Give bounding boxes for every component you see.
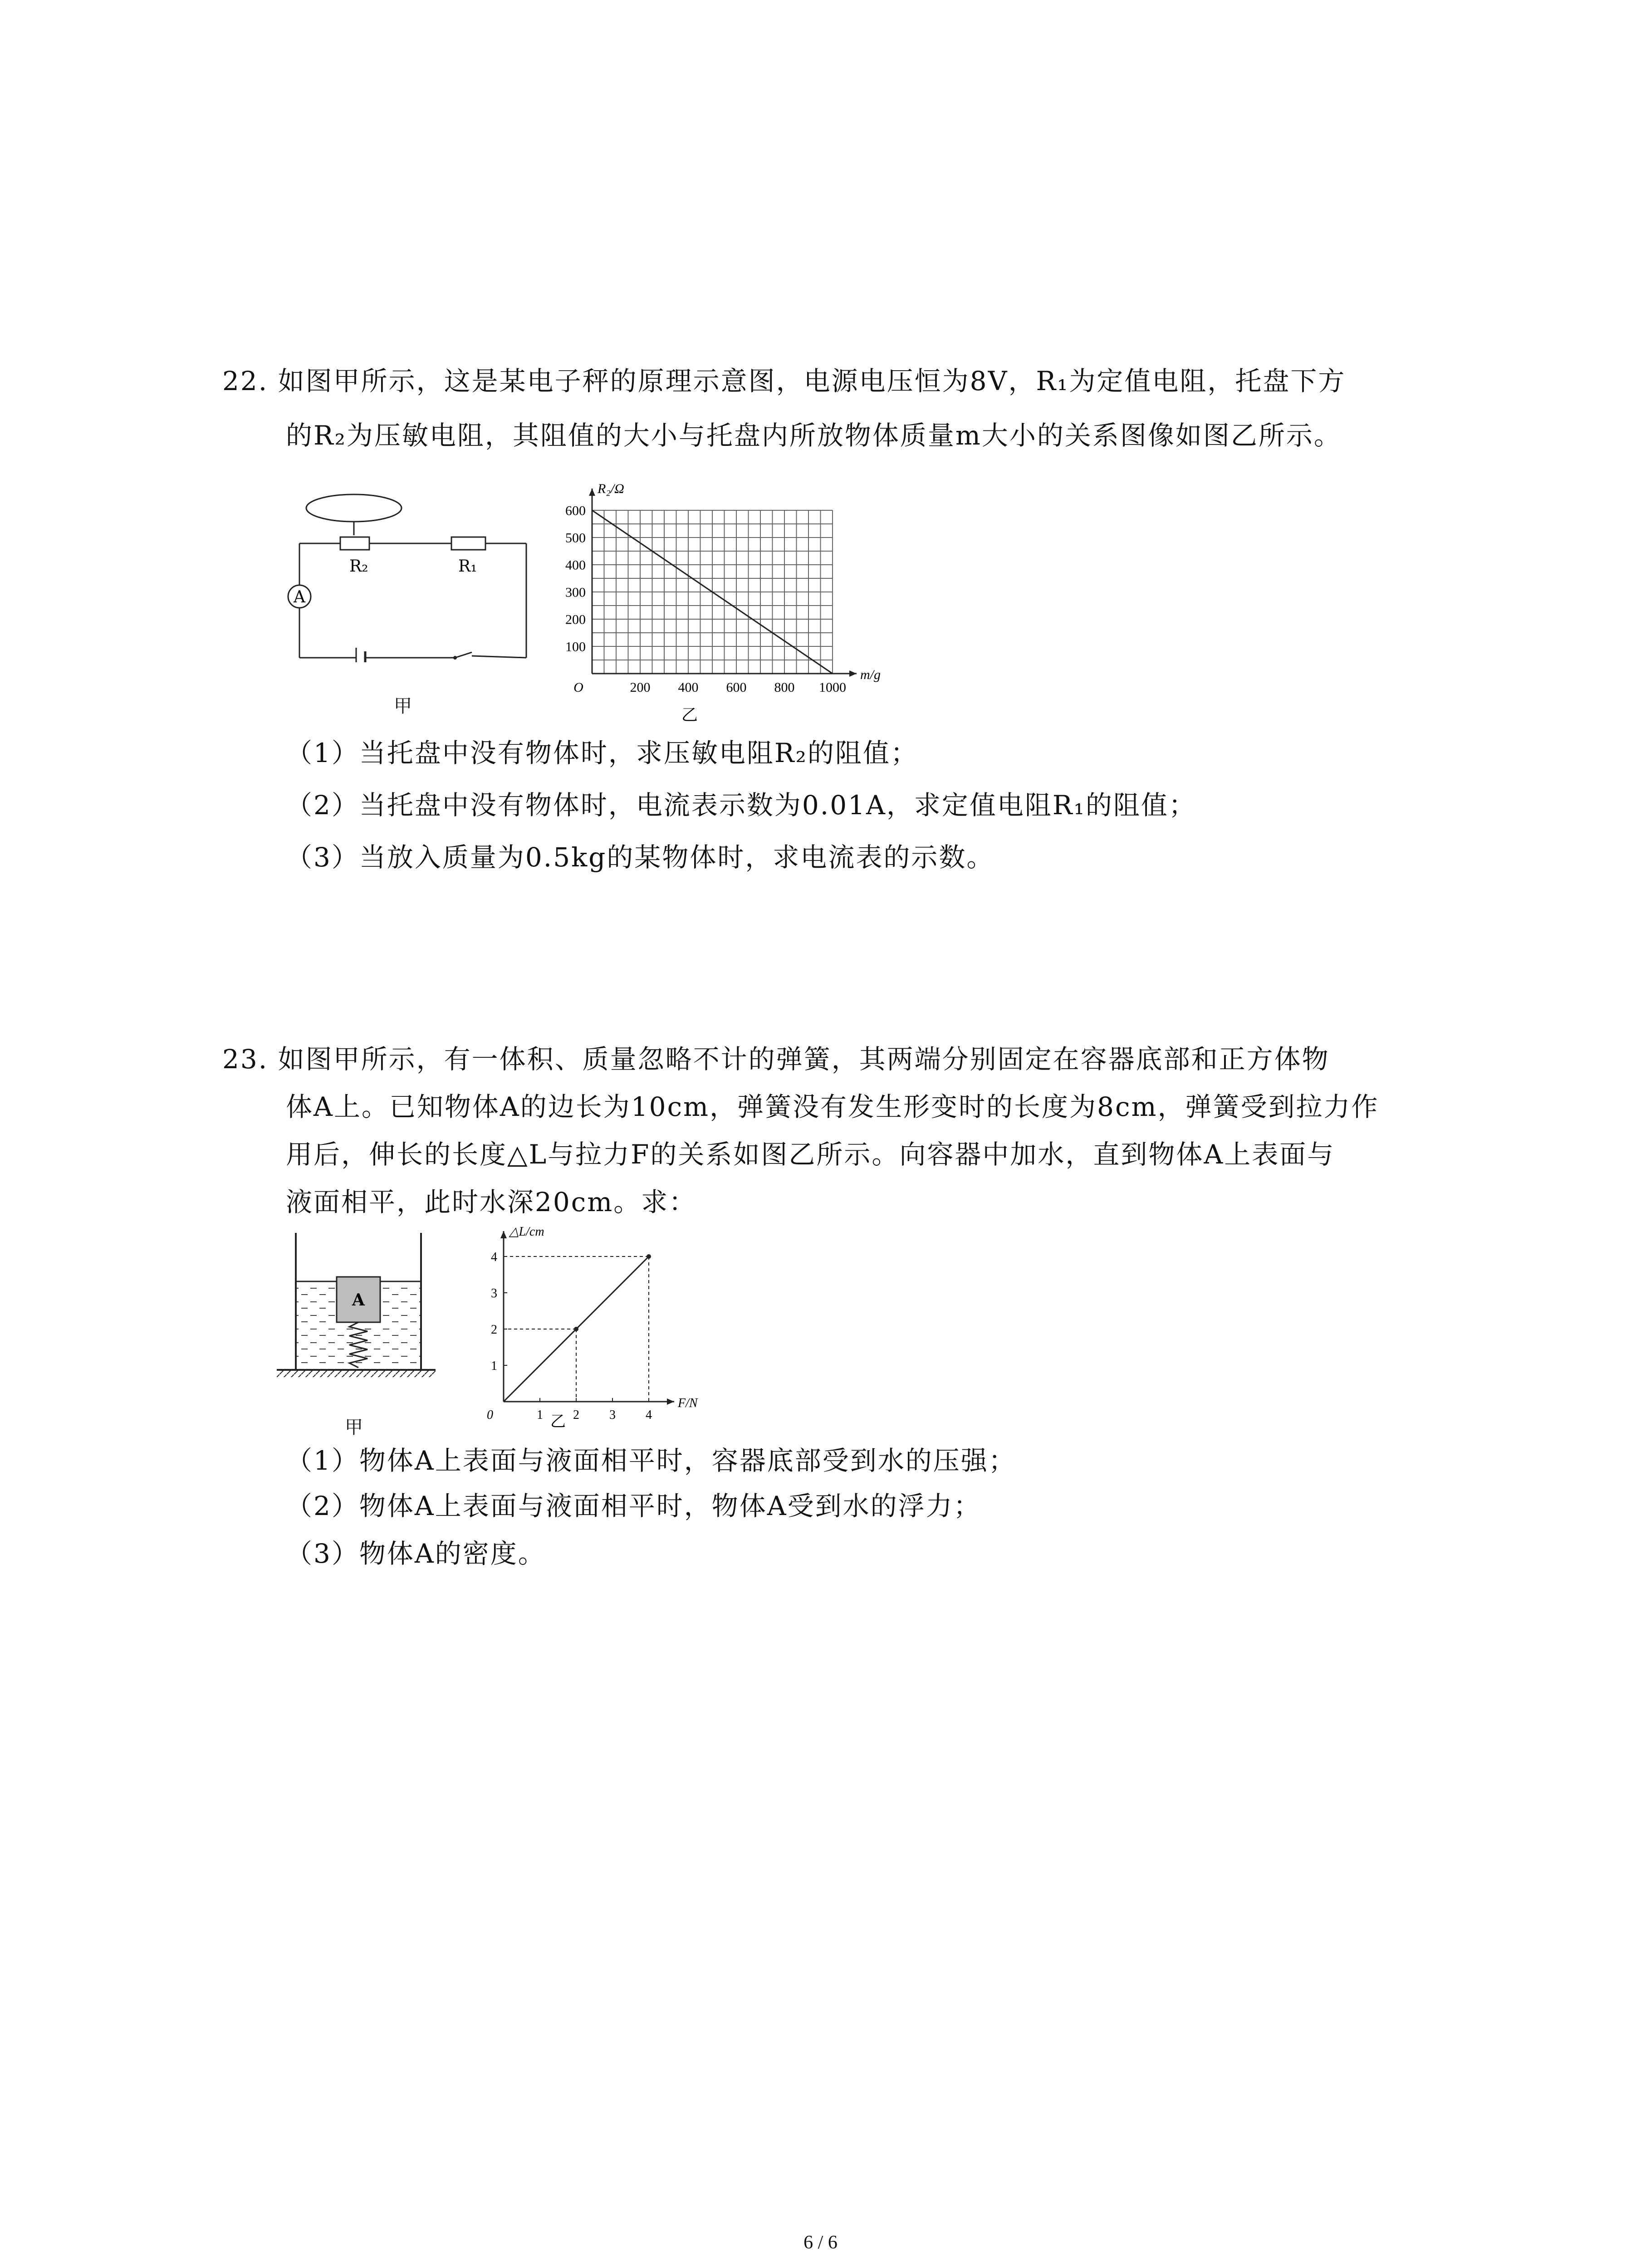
- q22-circuit-diagram: [272, 490, 554, 662]
- y-axis-label: △L/cm: [509, 1225, 544, 1239]
- chart-caption: 乙: [681, 706, 698, 724]
- q23-line-2: 体A上。已知物体A的边长为10cm，弹簧没有发生形变时的长度为8cm，弹簧受到拉力作: [286, 1091, 1379, 1122]
- data-point: [574, 1327, 578, 1331]
- y-tick-label: 3: [491, 1286, 497, 1300]
- q22-fig-jia-caption: 甲: [394, 696, 412, 717]
- x-axis-arrow: [849, 670, 857, 677]
- r1-resistor: [451, 537, 485, 550]
- y-axis-arrow: [589, 489, 595, 496]
- q23-line-1: 23. 如图甲所示，有一体积、质量忽略不计的弹簧，其两端分别固定在容器底部和正方体物: [222, 1044, 1330, 1075]
- origin-label: 0: [487, 1408, 493, 1422]
- y-tick-label: 500: [565, 530, 586, 546]
- y-tick-label: 2: [491, 1322, 497, 1337]
- y-tick-label: 300: [565, 585, 586, 600]
- tray: [306, 494, 402, 522]
- y-tick-label: 1: [491, 1359, 497, 1373]
- q22-sub-3: （3）当放入质量为0.5kg的某物体时，求电流表的示数。: [286, 842, 994, 873]
- x-tick-label: 600: [726, 680, 747, 695]
- y-tick-label: 600: [565, 503, 586, 518]
- q23-line-4: 液面相平，此时水深20cm。求：: [286, 1187, 697, 1217]
- y-tick-label: 100: [565, 639, 586, 655]
- r2-resistor: [340, 537, 369, 550]
- chart-caption: 乙: [550, 1413, 566, 1431]
- x-tick-label: 2: [573, 1408, 579, 1422]
- origin-label: O: [573, 680, 583, 695]
- q22-graph: [540, 472, 930, 726]
- ammeter-label: A: [294, 588, 305, 606]
- q23-sub-1: （1）物体A上表面与液面相平时，容器底部受到水的压强；: [286, 1445, 1016, 1476]
- y-tick-label: 4: [491, 1250, 497, 1264]
- data-point: [647, 1254, 651, 1259]
- y-axis-label: R₂/Ω: [598, 481, 624, 496]
- q22-sub-2: （2）当托盘中没有物体时，电流表示数为0.01A，求定值电阻R₁的阻值；: [286, 790, 1196, 821]
- q23-sub-2: （2）物体A上表面与液面相平时，物体A受到水的浮力；: [286, 1491, 981, 1521]
- x-axis-label: F/N: [678, 1396, 698, 1410]
- block-a-label: A: [352, 1290, 365, 1310]
- x-tick-label: 1: [537, 1408, 543, 1422]
- q23-fig-jia-caption: 甲: [345, 1417, 363, 1438]
- q23-container-diagram: [272, 1229, 445, 1411]
- q23-line-3: 用后，伸长的长度△L与拉力F的关系如图乙所示。向容器中加水，直到物体A上表面与: [286, 1139, 1335, 1170]
- y-axis-arrow: [500, 1231, 507, 1238]
- q23-graph: [467, 1225, 721, 1433]
- x-tick-label: 1000: [819, 680, 846, 695]
- q22-line-1: 22. 如图甲所示，这是某电子秤的原理示意图，电源电压恒为8V，R₁为定值电阻，托盘下方: [222, 366, 1346, 396]
- x-tick-label: 800: [774, 680, 795, 695]
- page-number: 6 / 6: [803, 2232, 838, 2253]
- x-tick-label: 4: [646, 1408, 652, 1422]
- q22-sub-1: （1）当托盘中没有物体时，求压敏电阻R₂的阻值；: [286, 738, 918, 768]
- q22-line-2: 的R₂为压敏电阻，其阻值的大小与托盘内所放物体质量m大小的关系图像如图乙所示。: [286, 420, 1342, 451]
- x-axis-label: m/g: [860, 667, 881, 682]
- y-tick-label: 400: [565, 557, 586, 573]
- x-axis-arrow: [667, 1398, 674, 1405]
- q23-sub-3: （3）物体A的密度。: [286, 1538, 546, 1569]
- r1-label: R₁: [458, 557, 477, 576]
- x-tick-label: 3: [609, 1408, 616, 1422]
- r2-label: R₂: [349, 557, 368, 576]
- x-tick-label: 200: [630, 680, 651, 695]
- y-tick-label: 200: [565, 612, 586, 627]
- x-tick-label: 400: [678, 680, 699, 695]
